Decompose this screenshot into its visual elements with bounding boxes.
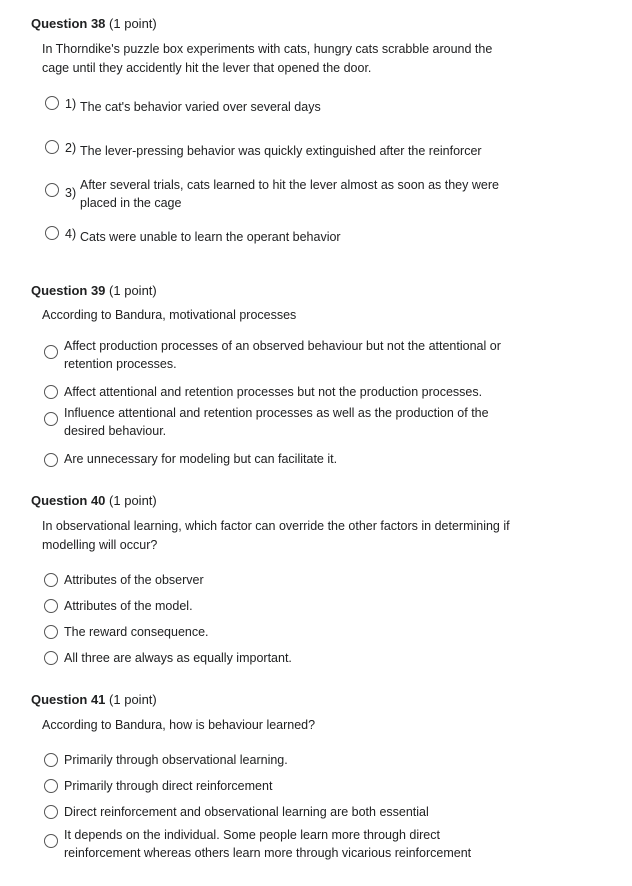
question-heading: [31, 283, 157, 298]
question-points: (1 point): [109, 283, 157, 298]
option-text: Cats were unable to learn the operant behavior: [80, 230, 341, 244]
option-text: Primarily through observational learning.: [64, 753, 288, 767]
radio-button[interactable]: [44, 805, 58, 819]
option-text: Influence attentional and retention processes as well as the production of the desired behaviour.: [64, 406, 489, 438]
option-text: It depends on the individual. Some people learn more through direct reinforcement whereas others learn more through vicarious reinforcement: [64, 828, 472, 860]
option-text: Primarily through direct reinforcement: [64, 779, 273, 793]
option-text: Attributes of the observer: [64, 573, 204, 587]
question-number: Question 38: [31, 16, 106, 31]
question-heading: [31, 692, 157, 707]
question-heading: [31, 16, 157, 31]
option-text: All three are always as equally important.: [64, 651, 292, 665]
option-number: 2): [65, 141, 77, 155]
question-prompt: According to Bandura, motivational processes: [42, 308, 297, 322]
question-number: Question 41: [31, 692, 106, 707]
option-text: The lever-pressing behavior was quickly extinguished after the reinforcer: [80, 144, 482, 158]
radio-button[interactable]: [44, 385, 58, 399]
radio-button[interactable]: [44, 753, 58, 767]
question-prompt: According to Bandura, how is behaviour learned?: [42, 718, 316, 732]
option-text: Are unnecessary for modeling but can facilitate it.: [64, 452, 338, 466]
question-prompt: In Thorndike's puzzle box experiments with cats, hungry cats scrabble around the cage until they accidently hit the lever that opened the door.: [42, 42, 493, 75]
radio-button[interactable]: [44, 625, 58, 639]
radio-button[interactable]: [44, 573, 58, 587]
question-heading: [31, 493, 157, 508]
question-points: (1 point): [109, 493, 157, 508]
option-text: The reward consequence.: [64, 625, 209, 639]
radio-button[interactable]: [44, 412, 58, 426]
option-text: Affect attentional and retention processes but not the production processes.: [64, 385, 483, 399]
option-number: 4): [65, 227, 77, 241]
question-prompt: In observational learning, which factor can override the other factors in determining if modelling will occur?: [42, 519, 510, 552]
question-number: Question 39: [31, 283, 106, 298]
radio-button[interactable]: [44, 453, 58, 467]
radio-button[interactable]: [45, 140, 59, 154]
radio-button[interactable]: [44, 779, 58, 793]
option-text: After several trials, cats learned to hit the lever almost as soon as they were placed in the cage: [80, 178, 499, 210]
radio-button[interactable]: [44, 651, 58, 665]
question-points: (1 point): [109, 692, 157, 707]
option-text: The cat's behavior varied over several days: [80, 100, 321, 114]
radio-button[interactable]: [45, 183, 59, 197]
question-number: Question 40: [31, 493, 106, 508]
question-points: (1 point): [109, 16, 157, 31]
option-number: 3): [65, 186, 77, 200]
radio-button[interactable]: [44, 834, 58, 848]
radio-button[interactable]: [45, 226, 59, 240]
radio-button[interactable]: [44, 599, 58, 613]
radio-button[interactable]: [44, 345, 58, 359]
option-number: 1): [65, 97, 77, 111]
radio-button[interactable]: [45, 96, 59, 110]
option-text: Attributes of the model.: [64, 599, 193, 613]
option-text: Direct reinforcement and observational learning are both essential: [64, 805, 429, 819]
option-text: Affect production processes of an observed behaviour but not the attentional or retention processes.: [64, 339, 501, 371]
